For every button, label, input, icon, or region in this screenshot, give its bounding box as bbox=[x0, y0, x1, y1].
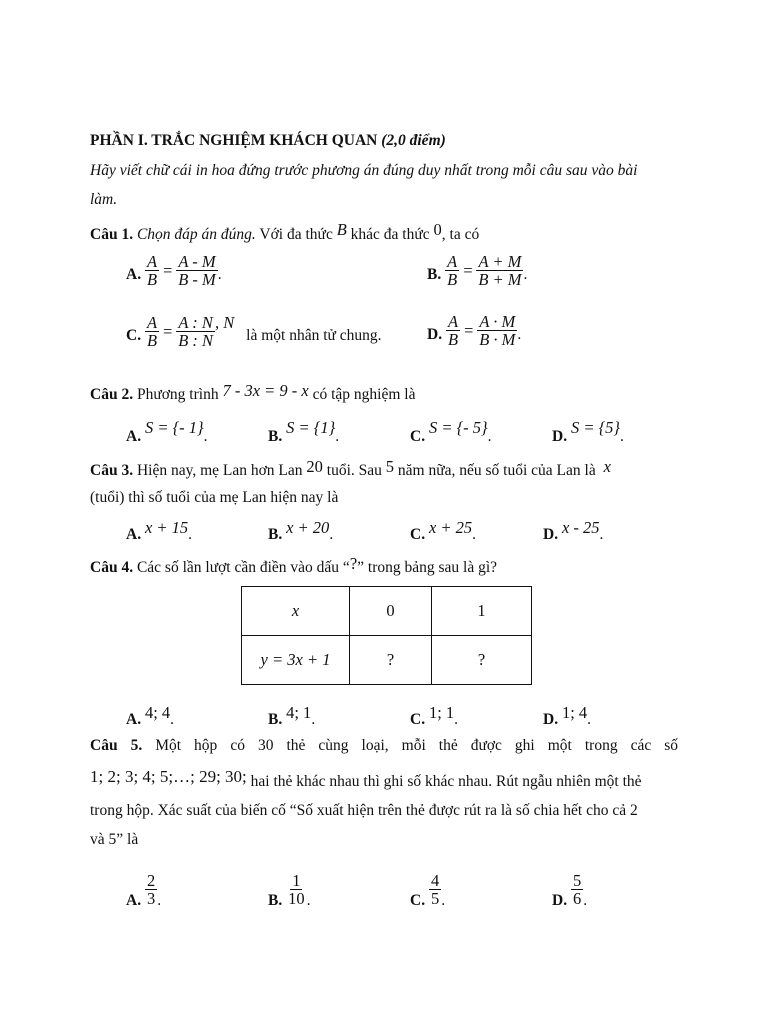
q4-b-label: B. bbox=[268, 711, 283, 728]
q5-c-suffix: . bbox=[441, 892, 446, 910]
q4-text-b: ” trong bảng sau là gì? bbox=[357, 559, 498, 576]
q1-a-rhs: $\frac{A - M}{B - M}$ bbox=[178, 252, 216, 290]
q1-d-lhs: $\frac{A}{B}$ bbox=[447, 312, 459, 350]
q1-label: Câu 1. bbox=[90, 226, 134, 243]
q2-c-suffix: . bbox=[487, 428, 492, 445]
table-cell: ? bbox=[432, 636, 532, 685]
q1-option-d-label: D. bbox=[427, 326, 443, 343]
q2-a-label: A. bbox=[126, 428, 142, 445]
q1-d-suffix: . bbox=[517, 326, 522, 343]
q1-text-c: , ta có bbox=[441, 226, 480, 243]
q3-b-value: x + 20 bbox=[286, 518, 330, 537]
section-points: (2,0 điểm) bbox=[381, 132, 446, 149]
q5-line1: Một hộp có 30 thẻ cùng loại, mỗi thẻ được ghi một trong các số bbox=[155, 737, 678, 754]
q3-d-suffix: . bbox=[599, 526, 604, 543]
q5-a-fraction: $\frac{2}{3}$ bbox=[146, 871, 156, 909]
table-cell: 1 bbox=[432, 587, 532, 636]
q2-equation: 7 - 3x = 9 - x bbox=[222, 381, 309, 400]
q3-option-b[interactable] bbox=[268, 518, 334, 543]
q1-text-a: Với đa thức bbox=[259, 226, 333, 243]
q1-option-b-label: B. bbox=[427, 266, 442, 283]
q4-option-a[interactable] bbox=[126, 703, 175, 728]
instruction-text-1: Hãy viết chữ cái in hoa đứng trước phương án đúng duy nhất trong mỗi câu sau vào bài bbox=[90, 162, 638, 179]
q3-stem-2 bbox=[90, 489, 338, 507]
q4-d-label: D. bbox=[543, 711, 559, 728]
q3-d-value: x - 25 bbox=[561, 518, 600, 537]
value-table bbox=[241, 586, 532, 685]
q4-stem bbox=[90, 554, 498, 577]
q3-label: Câu 3. bbox=[90, 462, 134, 479]
q2-option-c[interactable] bbox=[410, 418, 492, 445]
table-cell: x bbox=[242, 587, 350, 636]
section-title-text: PHẦN I. TRẮC NGHIỆM KHÁCH QUAN bbox=[90, 132, 378, 149]
q5-b-fraction: $\frac{1}{10}$ bbox=[288, 871, 305, 909]
q1-option-a-label: A. bbox=[126, 266, 142, 283]
q1-option-b[interactable]: B. $\frac{A}{B}$ = $\frac{A + M}{B + M}$ . bbox=[427, 252, 528, 290]
q3-line2: (tuổi) thì số tuổi của mẹ Lan hiện nay là bbox=[90, 489, 339, 506]
q3-c-value: x + 25 bbox=[428, 518, 473, 537]
q3-option-a[interactable] bbox=[126, 518, 193, 543]
q2-d-suffix: . bbox=[620, 428, 624, 445]
q2-b-suffix: . bbox=[335, 428, 340, 445]
q5-stem-4 bbox=[90, 831, 138, 849]
q5-a-label: A. bbox=[126, 892, 142, 910]
q3-text-c: năm nữa, nếu số tuổi của Lan là bbox=[397, 462, 596, 479]
q5-option-c[interactable] bbox=[410, 872, 445, 908]
q5-stem-3 bbox=[90, 802, 638, 820]
q3-var-x: x bbox=[603, 457, 611, 476]
table-row bbox=[242, 636, 532, 685]
q5-stem-2 bbox=[90, 767, 642, 790]
q2-option-a[interactable] bbox=[126, 418, 208, 445]
table-cell: 0 bbox=[350, 587, 432, 636]
q2-b-value: S = {1} bbox=[286, 418, 336, 437]
q5-d-fraction: $\frac{5}{6}$ bbox=[572, 871, 582, 909]
q2-stem bbox=[90, 381, 416, 404]
q2-option-b[interactable] bbox=[268, 418, 340, 445]
q1-c-tail: là một nhân tử chung. bbox=[246, 327, 382, 344]
q4-d-suffix: . bbox=[587, 711, 592, 728]
q3-c-label: C. bbox=[410, 526, 426, 543]
q3-n5: 5 bbox=[385, 457, 395, 476]
q5-d-label: D. bbox=[552, 892, 568, 910]
q2-label: Câu 2. bbox=[90, 386, 134, 403]
q5-c-fraction: $\frac{4}{5}$ bbox=[430, 871, 440, 909]
q3-b-suffix: . bbox=[329, 526, 334, 543]
q1-var-b: B bbox=[336, 220, 347, 239]
instruction-line-1 bbox=[90, 162, 637, 180]
q4-option-d[interactable] bbox=[543, 703, 592, 728]
q5-option-a[interactable] bbox=[126, 872, 161, 908]
q1-option-a[interactable]: A. $\frac{A}{B}$ = $\frac{A - M}{B - M}$ . bbox=[126, 252, 222, 290]
section-title bbox=[90, 132, 446, 150]
q3-a-value: x + 15 bbox=[144, 518, 189, 537]
q1-b-lhs: $\frac{A}{B}$ bbox=[447, 252, 458, 290]
instruction-line-2 bbox=[90, 191, 117, 209]
q2-text-a: Phương trình bbox=[136, 386, 219, 403]
q4-a-label: A. bbox=[126, 711, 142, 728]
q2-d-label: D. bbox=[552, 428, 568, 445]
q5-line4: và 5” là bbox=[90, 831, 139, 848]
q2-text-b: có tập nghiệm là bbox=[312, 386, 416, 403]
table-cell: ? bbox=[350, 636, 432, 685]
q1-text-b: khác đa thức bbox=[350, 226, 430, 243]
instruction-text-2: làm. bbox=[90, 191, 118, 208]
q3-text-a: Hiện nay, mẹ Lan hơn Lan bbox=[136, 462, 303, 479]
q4-b-suffix: . bbox=[311, 711, 316, 728]
q1-lead: Chọn đáp án đúng. bbox=[136, 226, 256, 243]
q4-c-label: C. bbox=[410, 711, 426, 728]
q2-a-value: S = {- 1} bbox=[144, 418, 204, 437]
table-cell: y = 3x + 1 bbox=[242, 636, 350, 685]
q4-a-suffix: . bbox=[170, 711, 175, 728]
q4-qmark: ? bbox=[349, 554, 358, 573]
q3-a-label: A. bbox=[126, 526, 142, 543]
q2-d-value: S = {5} bbox=[570, 418, 621, 437]
q4-a-value: 4; 4 bbox=[144, 703, 171, 722]
q5-d-suffix: . bbox=[583, 892, 588, 910]
q1-option-c-label: C. bbox=[126, 327, 142, 344]
q3-a-suffix: . bbox=[188, 526, 193, 543]
q3-n20: 20 bbox=[306, 457, 323, 476]
q4-option-b[interactable] bbox=[268, 703, 316, 728]
q5-c-label: C. bbox=[410, 892, 426, 910]
q3-d-label: D. bbox=[543, 526, 559, 543]
q1-c-lhs: $\frac{A}{B}$ bbox=[146, 313, 158, 351]
q4-c-suffix: . bbox=[454, 711, 459, 728]
q2-a-suffix: . bbox=[203, 428, 208, 445]
q3-c-suffix: . bbox=[472, 526, 477, 543]
q5-stem-1 bbox=[90, 737, 678, 755]
q1-option-c[interactable]: C. $\frac{A}{B}$ = $\frac{A : N}{B : N}$ , N là một nhân tử chung. bbox=[126, 313, 382, 351]
q5-option-d[interactable] bbox=[552, 872, 587, 908]
q1-c-suffix: , N bbox=[215, 313, 235, 332]
q1-b-rhs: $\frac{A + M}{B + M}$ bbox=[478, 252, 522, 290]
table-row bbox=[242, 587, 532, 636]
q2-b-label: B. bbox=[268, 428, 283, 445]
q1-d-rhs: $\frac{A \cdot M}{B \cdot M}$ bbox=[479, 312, 516, 350]
q1-a-suffix: . bbox=[217, 266, 222, 283]
q1-stem bbox=[90, 220, 480, 244]
q1-option-d[interactable]: D. $\frac{A}{B}$ = $\frac{A \cdot M}{B \cdot M}$ . bbox=[427, 312, 522, 350]
q5-line2-rest: hai thẻ khác nhau thì ghi số khác nhau. Rút ngẫu nhiên một thẻ bbox=[250, 773, 642, 790]
q2-option-d[interactable] bbox=[552, 418, 624, 445]
q2-c-value: S = {- 5} bbox=[428, 418, 488, 437]
q5-option-b[interactable] bbox=[268, 872, 310, 908]
q4-option-c[interactable] bbox=[410, 703, 459, 728]
q1-b-suffix: . bbox=[523, 266, 528, 283]
q4-c-value: 1; 1 bbox=[428, 703, 455, 722]
q4-d-value: 1; 4 bbox=[561, 703, 588, 722]
q3-b-label: B. bbox=[268, 526, 283, 543]
q1-c-rhs: $\frac{A : N}{B : N}$ bbox=[178, 313, 214, 351]
q1-a-lhs: $\frac{A}{B}$ bbox=[146, 252, 158, 290]
q3-text-b: tuổi. Sau bbox=[326, 462, 382, 479]
q4-text-a: Các số lần lượt cần điền vào dấu “ bbox=[136, 559, 350, 576]
q3-option-c[interactable] bbox=[410, 518, 477, 543]
q1-zero: 0 bbox=[433, 220, 442, 239]
q5-b-label: B. bbox=[268, 892, 283, 910]
q5-b-suffix: . bbox=[306, 892, 311, 910]
q3-option-d[interactable] bbox=[543, 518, 604, 543]
q5-a-suffix: . bbox=[157, 892, 162, 910]
q5-line3: trong hộp. Xác suất của biến cố “Số xuất hiện trên thẻ được rút ra là số chia hết cho cả 2 bbox=[90, 802, 638, 819]
q2-c-label: C. bbox=[410, 428, 426, 445]
q3-stem-1 bbox=[90, 457, 611, 480]
q5-label: Câu 5. bbox=[90, 737, 143, 754]
q5-seq: 1; 2; 3; 4; 5;…; 29; 30; bbox=[90, 767, 247, 786]
q4-label: Câu 4. bbox=[90, 559, 134, 576]
q4-b-value: 4; 1 bbox=[286, 703, 312, 722]
